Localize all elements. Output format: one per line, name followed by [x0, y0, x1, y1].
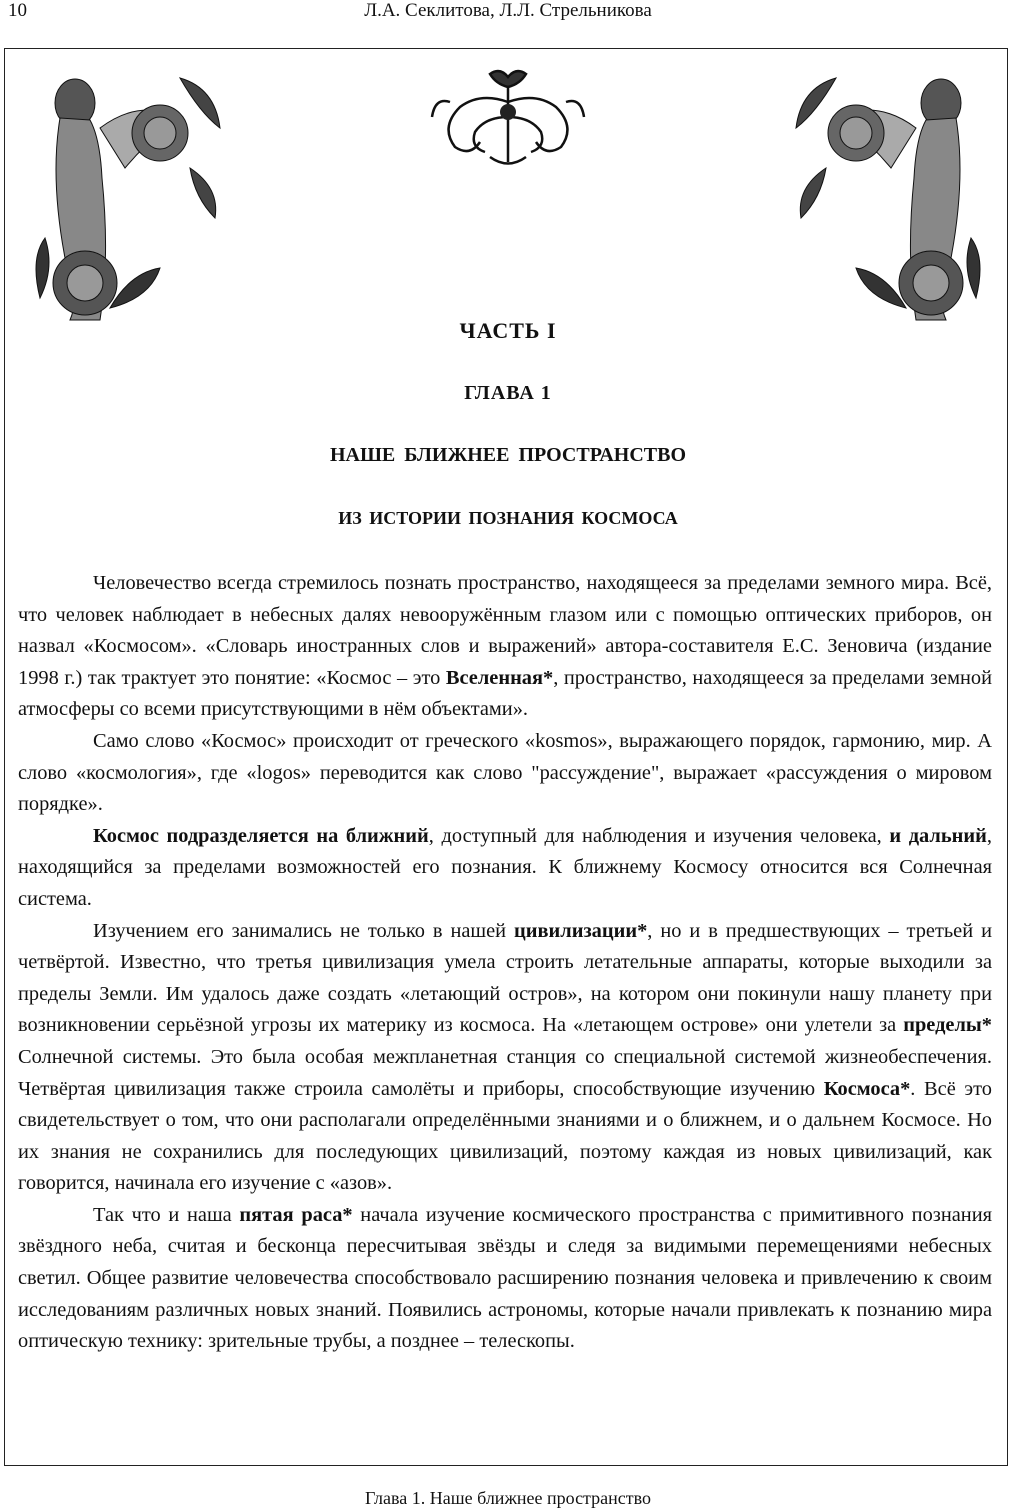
paragraph: Космос подразделяется на ближний, доступный для наблюдения и изучения человека, и дальний, находящийся за пределами возможностей его познания. К ближнему Космосу относится вся Солнечная система.: [18, 824, 992, 910]
paragraph: Так что и наша пятая раса* начала изучение космического пространства с примитивного познания звёздного неба, считая и бесконца пересчитывая звёзды и следя за видимыми перемещениями небесных светил. Общее развитие человечества способствовало расширению познания человека и привлечению к своим исследованиям различных новых знаний. Появились астрономы, которые начали привлекать к познанию мира оптическую технику: зрительные трубы, а позднее – телескопы.: [18, 1203, 992, 1353]
section-subtitle: ИЗ ИСТОРИИ ПОЗНАНИЯ КОСМОСА: [338, 508, 678, 528]
term-link: цивилизации*: [514, 919, 648, 942]
page-number: 10: [8, 0, 27, 21]
term-link: Вселенная*: [445, 666, 554, 689]
angel-rose-ornament-left: [30, 58, 230, 328]
floral-scroll-ornament: [430, 62, 586, 172]
paragraph: Изучением его занимались не только в нашей цивилизации*, но и в предшествующих – третьей и четвёртой. Известно, что третья цивилизация умела строить летательные аппараты, которые выходили за пределы Земли. Им удалось даже создать «летающий остров», на котором они покинули нашу планету при возникновении серьёзной угрозы их материку из космоса. На «летающем острове» они улетели за пределы* Солнечной системы. Это была особая межпланетная станция со специальной системой жизнеобеспечения. Четвёртая цивилизация также строила самолёты и приборы, способствующие изучению Космоса*. Всё это свидетельствует о том, что они располагали определёнными знаниями и о ближнем, и о дальнем Космосе. Но их знания не сохранились для последующих цивилизаций, поэтому каждая из новых цивилизаций, как говорится, начинала его изучение с «азов».: [18, 919, 992, 1195]
part-heading: ЧАСТЬ I: [459, 318, 557, 343]
chapter-title: НАШЕ БЛИЖНЕЕ ПРОСТРАНСТВО: [329, 444, 687, 466]
term-link: пятая раса*: [239, 1203, 353, 1226]
running-head-authors: Л.А. Секлитова, Л.Л. Стрельникова: [364, 0, 652, 21]
paragraph: Само слово «Космос» происходит от греческого «kosmos», выражающего порядок, гармонию, мир. А слово «космология», где «logos» переводится как слово "рассуждение", выражает «рассуждения о мировом порядке».: [18, 729, 992, 816]
running-footer: Глава 1. Наше ближнее пространство: [365, 1488, 651, 1508]
term-link: Космоса*: [823, 1077, 911, 1100]
page-header: [0, 0, 1016, 30]
term-link: пределы*: [903, 1014, 992, 1037]
angel-rose-ornament-right: [786, 58, 986, 328]
paragraph: Человечество всегда стремилось познать пространство, находящееся за пределами земного мира. Всё, что человек наблюдает в небесных далях невооружённым глазом или с помощью оптических приборов, он назвал «Космосом». «Словарь иностранных слов и выражений» автора-составителя Е.С. Зеновича (издание 1998 г.) так трактует это понятие: «Космос – это Вселенная*, пространство, находящееся за пределами земной атмосферы со всеми присутствующими в нём объектами».: [18, 572, 992, 721]
body-text: [18, 568, 992, 1358]
chapter-heading: ГЛАВА 1: [464, 382, 552, 404]
